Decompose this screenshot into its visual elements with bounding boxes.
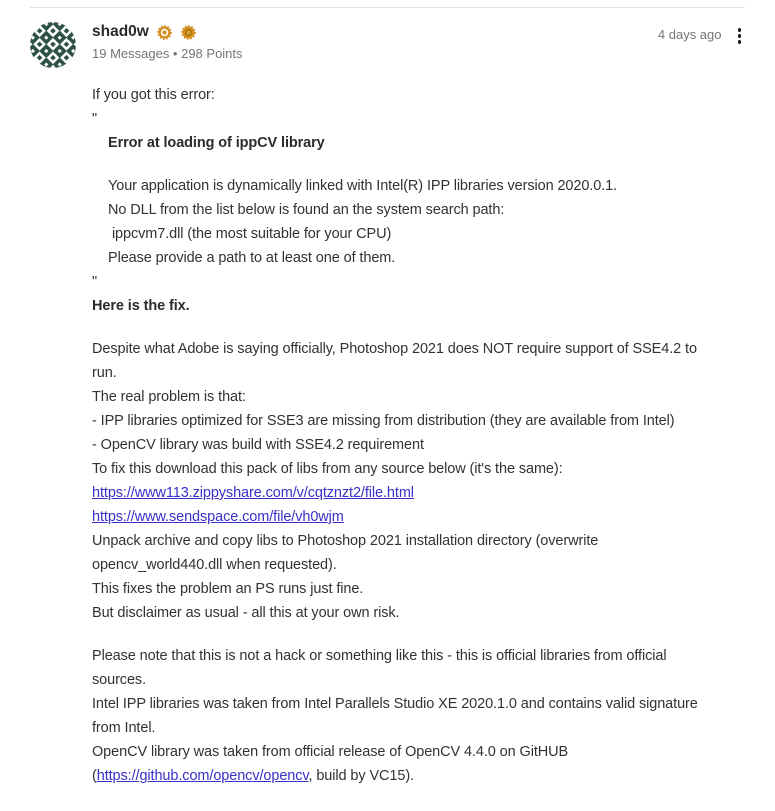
post-paragraph	[92, 529, 723, 577]
post-text: But disclaimer as usual - all this at your own risk.	[92, 605, 400, 621]
post-text: Intel IPP libraries was taken from Intel Parallels Studio XE 2020.1.0 and contains valid signature from Intel.	[92, 696, 702, 736]
post-paragraph	[92, 198, 723, 222]
post-paragraph	[92, 644, 723, 692]
blank-line	[92, 318, 723, 337]
post-paragraph	[92, 601, 723, 625]
author-line	[92, 23, 243, 41]
post-text: Your application is dynamically linked with Intel(R) IPP libraries version 2020.0.1.	[108, 178, 618, 194]
post-header-right	[658, 22, 745, 45]
post-paragraph	[92, 270, 723, 294]
post-text: Error at loading of ippCV library	[108, 135, 325, 151]
post-paragraph	[92, 577, 723, 601]
post-text: This fixes the problem an PS runs just fine.	[92, 581, 364, 597]
post-text: Despite what Adobe is saying officially, Photoshop 2021 does NOT require support of SSE4.2 to run.	[92, 341, 701, 381]
post-paragraph	[92, 246, 723, 270]
blank-line	[92, 625, 723, 644]
post-text: Unpack archive and copy libs to Photoshop 2021 installation directory (overwrite opencv_world440.dll when requested).	[92, 533, 603, 573]
post-paragraph	[92, 131, 723, 155]
post-paragraph	[92, 222, 723, 246]
post-text: , build by VC15).	[308, 768, 414, 784]
post-text: Please note that this is not a hack or something like this - this is official libraries from official sources.	[92, 648, 671, 688]
gear-badge-icon	[156, 24, 173, 41]
post-link[interactable]: https://www.sendspace.com/file/vh0wjm	[92, 509, 344, 525]
post-paragraph	[92, 174, 723, 198]
post-top-divider	[30, 7, 745, 8]
author-block	[92, 22, 243, 61]
kebab-menu-icon[interactable]	[734, 27, 746, 45]
post-paragraph	[92, 433, 723, 457]
post-paragraph	[92, 107, 723, 131]
post-text: No DLL from the list below is found an the system search path:	[108, 202, 505, 218]
post-text: "	[92, 111, 98, 127]
post-paragraph	[92, 505, 723, 529]
post-text: "	[92, 274, 98, 290]
post-paragraph	[92, 481, 723, 505]
post-text: To fix this download this pack of libs from any source below (it's the same):	[92, 461, 563, 477]
post-text: ippcvm7.dll (the most suitable for your CPU)	[108, 226, 392, 242]
gear-badge-icon	[180, 24, 197, 41]
post-text: Please provide a path to at least one of them.	[108, 250, 396, 266]
post-paragraph	[92, 337, 723, 385]
post-paragraph	[92, 83, 723, 107]
post-body	[92, 83, 723, 788]
post-link[interactable]: https://www113.zippyshare.com/v/cqtznzt2/file.html	[92, 485, 414, 501]
author-username[interactable]: shad0w	[92, 23, 149, 40]
post-paragraph	[92, 457, 723, 481]
post-link[interactable]: https://github.com/opencv/opencv	[96, 768, 309, 784]
post-paragraph	[92, 294, 723, 318]
post-text: OpenCV library was taken from official release of OpenCV 4.4.0 on GitHUB (	[92, 744, 573, 784]
post-header	[0, 22, 775, 68]
post-text: Here is the fix.	[92, 298, 190, 314]
blank-line	[92, 155, 723, 174]
post-text: If you got this error:	[92, 87, 215, 103]
post-paragraph	[92, 740, 723, 788]
post-text: - OpenCV library was build with SSE4.2 requirement	[92, 437, 424, 453]
post-timestamp: 4 days ago	[657, 27, 722, 42]
post-paragraph	[92, 409, 723, 433]
avatar-diamond-pattern	[30, 22, 76, 68]
author-avatar[interactable]	[30, 22, 76, 68]
post-paragraph	[92, 692, 723, 740]
post-text: The real problem is that:	[92, 389, 246, 405]
post-paragraph	[92, 385, 723, 409]
author-meta: 19 Messages • 298 Points	[92, 46, 243, 61]
post-text: - IPP libraries optimized for SSE3 are missing from distribution (they are available from Intel)	[92, 413, 675, 429]
